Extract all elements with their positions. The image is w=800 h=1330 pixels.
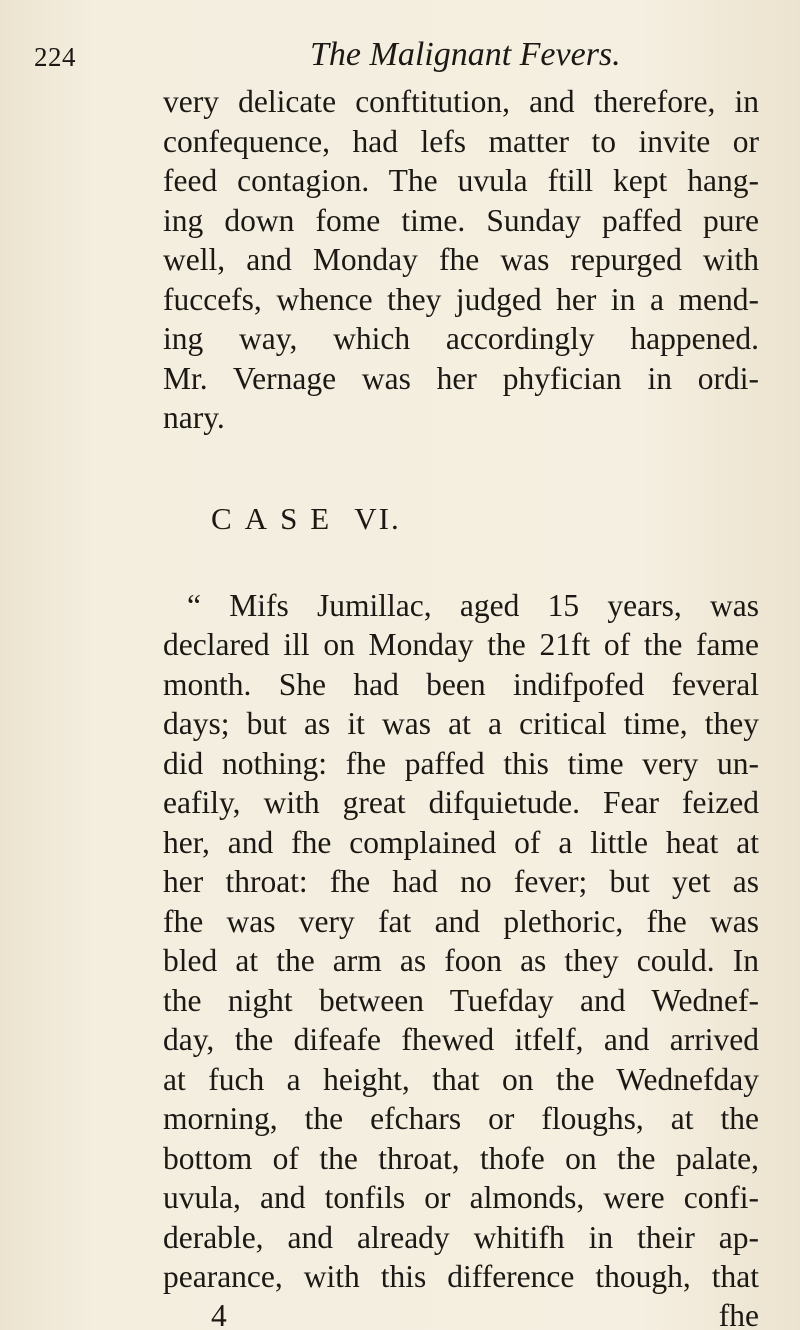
- text-line: derable, and already whitifh in their ap-: [163, 1219, 759, 1255]
- running-head: The Malignant Fevers.: [310, 36, 621, 73]
- text-line: nary.: [163, 400, 225, 435]
- text-line: well, and Monday fhe was repurged with: [163, 242, 759, 277]
- text-line: uvula, and tonfils or almonds, were confi-: [163, 1180, 759, 1215]
- text-line: fuccefs, whence they judged her in a mend-: [163, 281, 759, 317]
- text-line: her throat: fhe had no fever; but yet as: [163, 864, 759, 899]
- text-line: at fuch a height, that on the Wednefday: [163, 1061, 759, 1097]
- text-line: the night between Tuefday and Wednef-: [163, 982, 759, 1018]
- case-heading: [163, 499, 759, 539]
- text-line: confequence, had lefs matter to invite or: [163, 123, 759, 159]
- page-footer: [163, 1297, 759, 1330]
- page-number: 224: [34, 42, 76, 72]
- catchword: fhe: [718, 1297, 759, 1330]
- text-line: bled at the arm as foon as they could. In: [163, 943, 759, 978]
- case-heading-label: CASE: [211, 500, 343, 536]
- paragraph-case-six: [163, 586, 759, 1297]
- paragraph-continued: [163, 82, 759, 438]
- text-line: month. She had been indifpofed feveral: [163, 666, 759, 702]
- text-line: fhe was very fat and plethoric, fhe was: [163, 903, 759, 939]
- text-line: morning, the efchars or floughs, at the: [163, 1101, 759, 1136]
- page-header: [0, 34, 800, 74]
- text-line: very delicate conftitution, and therefore, in: [163, 84, 759, 119]
- text-line: her, and fhe complained of a little heat at: [163, 824, 759, 860]
- text-line: did nothing: fhe paffed this time very un-: [163, 745, 759, 781]
- text-line: declared ill on Monday the 21ft of the fame: [163, 627, 759, 662]
- case-heading-number: VI.: [354, 500, 401, 536]
- text-line: day, the difeafe fhewed itfelf, and arrived: [163, 1022, 759, 1057]
- page-body: [163, 82, 759, 1330]
- signature-mark: 4: [211, 1297, 227, 1330]
- text-line: bottom of the throat, thofe on the palate,: [163, 1140, 759, 1176]
- text-line: feed contagion. The uvula ftill kept hang-: [163, 163, 759, 198]
- text-line: eafily, with great difquietude. Fear feized: [163, 785, 759, 820]
- text-line: “ Mifs Jumillac, aged 15 years, was: [187, 587, 759, 623]
- text-line: pearance, with this difference though, that: [163, 1259, 759, 1294]
- text-line: ing way, which accordingly happened.: [163, 321, 759, 356]
- text-line: Mr. Vernage was her phyfician in ordi-: [163, 360, 759, 396]
- text-line: ing down fome time. Sunday paffed pure: [163, 202, 759, 238]
- text-line: days; but as it was at a critical time, they: [163, 706, 759, 741]
